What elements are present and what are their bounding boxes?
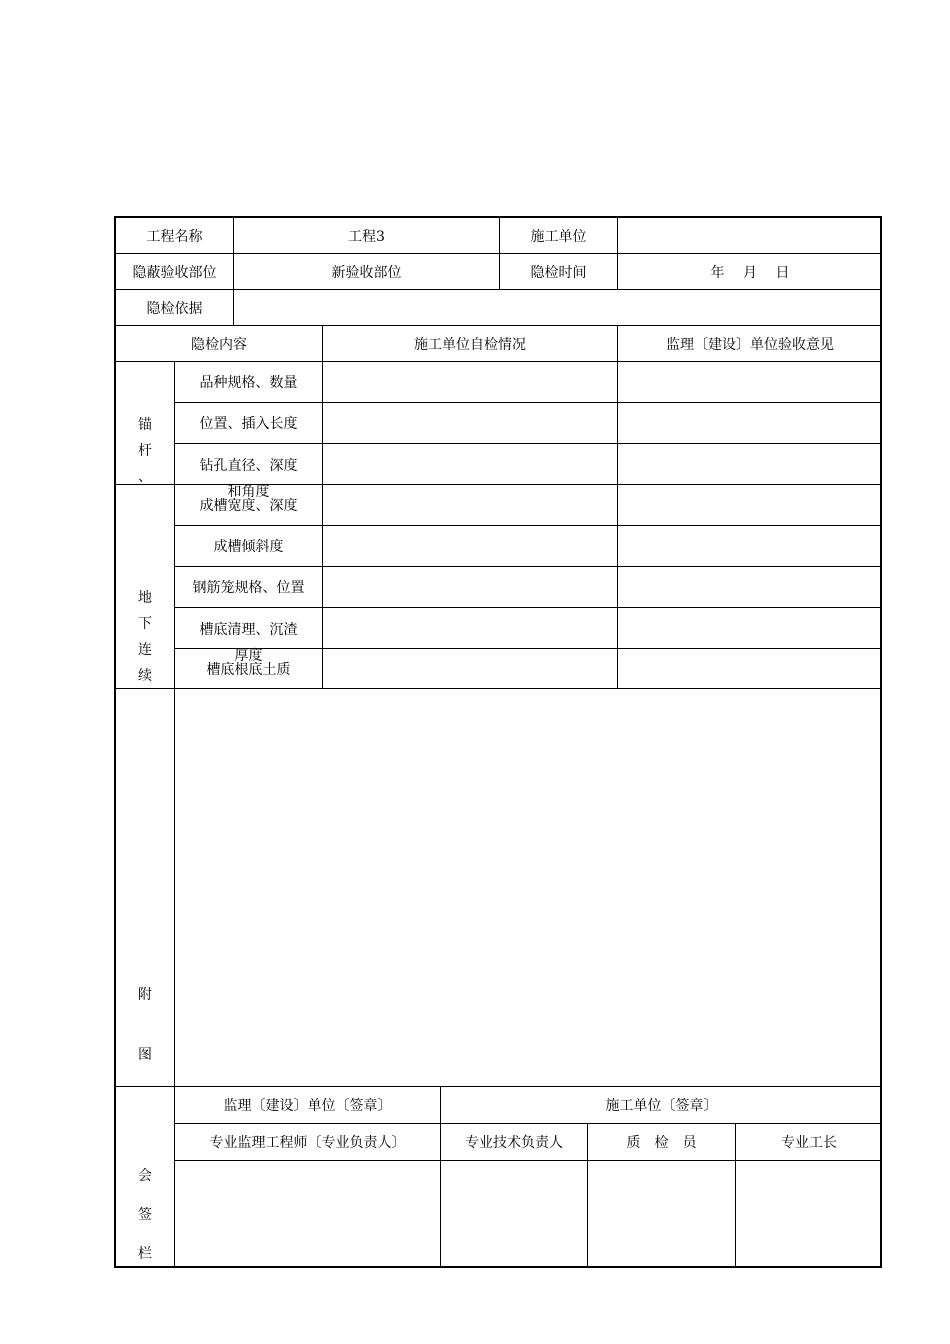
inspector-signature-cell bbox=[588, 1161, 736, 1268]
attachment-label-char: 附 bbox=[138, 987, 152, 1003]
foreman-signature-cell bbox=[736, 1161, 882, 1268]
group-label-char: 地 bbox=[138, 590, 152, 606]
column-header-content: 隐检内容 bbox=[116, 326, 323, 362]
inspection-item: 钻孔直径、深度和角度 bbox=[175, 444, 323, 485]
signoff-label bbox=[116, 1087, 175, 1268]
tech-lead-signature-cell bbox=[441, 1161, 588, 1268]
group-label-char: 续 bbox=[138, 668, 152, 684]
self-check-cell bbox=[323, 444, 618, 485]
inspection-part-label: 隐蔽验收部位 bbox=[116, 254, 234, 290]
inspection-item: 成槽倾斜度 bbox=[175, 526, 323, 567]
inspection-item: 钢筋笼规格、位置 bbox=[175, 567, 323, 608]
self-check-cell bbox=[323, 526, 618, 567]
supervisor-opinion-cell bbox=[618, 567, 882, 608]
supervisor-opinion-cell bbox=[618, 485, 882, 526]
self-check-cell bbox=[323, 567, 618, 608]
inspector-label: 质 检 员 bbox=[588, 1124, 736, 1161]
inspection-item: 位置、插入长度 bbox=[175, 403, 323, 444]
project-name-value: 工程3 bbox=[234, 218, 500, 254]
self-check-cell bbox=[323, 649, 618, 689]
supervisor-opinion-cell bbox=[618, 444, 882, 485]
supervisor-engineer-signature-cell bbox=[175, 1161, 441, 1268]
self-check-cell bbox=[323, 608, 618, 649]
group-label-char: 锚 bbox=[138, 417, 152, 433]
hidden-inspection-form bbox=[114, 216, 882, 1268]
contractor-unit-signature-label: 施工单位〔签章〕 bbox=[441, 1087, 882, 1124]
self-check-cell bbox=[323, 485, 618, 526]
attachment-area bbox=[175, 689, 882, 1087]
group-label-char: 、 bbox=[138, 469, 152, 485]
self-check-cell bbox=[323, 362, 618, 403]
supervisor-opinion-cell bbox=[618, 362, 882, 403]
inspection-basis-label: 隐检依据 bbox=[116, 290, 234, 326]
inspection-time-value: 年 月 日 bbox=[618, 254, 882, 290]
inspection-item: 品种规格、数量 bbox=[175, 362, 323, 403]
signoff-label-char: 会 bbox=[138, 1168, 152, 1184]
column-header-supervisor-opinion: 监理〔建设〕单位验收意见 bbox=[618, 326, 882, 362]
group-label-anchor bbox=[116, 362, 175, 485]
tech-lead-label: 专业技术负责人 bbox=[441, 1124, 588, 1161]
group-label-char: 下 bbox=[138, 616, 152, 632]
supervisor-opinion-cell bbox=[618, 649, 882, 689]
signoff-label-char: 签 bbox=[138, 1207, 152, 1223]
self-check-cell bbox=[323, 403, 618, 444]
group-label-char: 杆 bbox=[138, 443, 152, 459]
inspection-part-value: 新验收部位 bbox=[234, 254, 500, 290]
column-header-self-check: 施工单位自检情况 bbox=[323, 326, 618, 362]
inspection-item: 成槽宽度、深度 bbox=[175, 485, 323, 526]
inspection-item: 槽底清理、沉渣厚度 bbox=[175, 608, 323, 649]
supervisor-engineer-label: 专业监理工程师〔专业负责人〕 bbox=[175, 1124, 441, 1161]
inspection-time-label: 隐检时间 bbox=[500, 254, 618, 290]
contractor-value bbox=[618, 218, 882, 254]
supervisor-opinion-cell bbox=[618, 403, 882, 444]
group-label-char: 连 bbox=[138, 642, 152, 658]
project-name-label: 工程名称 bbox=[116, 218, 234, 254]
supervisor-opinion-cell bbox=[618, 526, 882, 567]
contractor-label: 施工单位 bbox=[500, 218, 618, 254]
inspection-basis-value bbox=[234, 290, 882, 326]
attachment-label bbox=[116, 689, 175, 1087]
inspection-item: 槽底根底土质 bbox=[175, 649, 323, 689]
supervisor-unit-signature-label: 监理〔建设〕单位〔签章〕 bbox=[175, 1087, 441, 1124]
supervisor-opinion-cell bbox=[618, 608, 882, 649]
group-label-diaphragm-wall bbox=[116, 485, 175, 689]
foreman-label: 专业工长 bbox=[736, 1124, 882, 1161]
signoff-label-char: 栏 bbox=[138, 1246, 152, 1262]
attachment-label-char: 图 bbox=[138, 1047, 152, 1063]
